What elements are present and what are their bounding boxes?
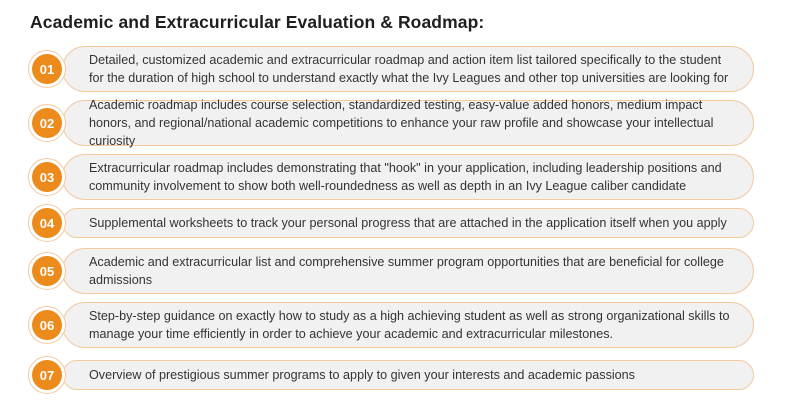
- list-item: [28, 248, 754, 294]
- section-title: Academic and Extracurricular Evaluation & Roadmap:: [30, 12, 485, 32]
- list-item: [28, 46, 754, 92]
- item-number: 03: [32, 162, 62, 192]
- number-badge: [28, 306, 66, 344]
- item-pill: [62, 100, 754, 146]
- item-pill: [62, 302, 754, 348]
- item-number: 02: [32, 108, 62, 138]
- number-badge: [28, 158, 66, 196]
- item-pill: [62, 208, 754, 238]
- item-text: Step-by-step guidance on exactly how to study as a high achieving student as well as strong organizational skills to manage your time efficiently in order to achieve your academic and extracurricular milestones.: [89, 309, 730, 341]
- item-pill: [62, 360, 754, 390]
- item-pill: [62, 46, 754, 92]
- item-number: 01: [32, 54, 62, 84]
- list-item: [28, 302, 754, 348]
- list-item: [28, 360, 754, 390]
- item-pill: [62, 154, 754, 200]
- item-text: Academic and extracurricular list and comprehensive summer program opportunities that are beneficial for college admissions: [89, 255, 724, 287]
- number-badge: [28, 356, 66, 394]
- number-badge: [28, 104, 66, 142]
- item-text: Supplemental worksheets to track your personal progress that are attached in the application itself when you apply: [89, 216, 727, 230]
- list-item: [28, 208, 754, 238]
- list-item: [28, 100, 754, 146]
- item-number: 05: [32, 256, 62, 286]
- item-text: Detailed, customized academic and extracurricular roadmap and action item list tailored specifically to the student for the duration of high school to understand exactly what the Ivy Leagues and other top universities are looking for: [89, 53, 729, 85]
- item-text: Extracurricular roadmap includes demonstrating that "hook" in your application, including leadership positions and community involvement to show both well-roundedness as well as depth in an Ivy League caliber candidate: [89, 161, 722, 193]
- number-badge: [28, 252, 66, 290]
- item-pill: [62, 248, 754, 294]
- number-badge: [28, 50, 66, 88]
- item-text: Overview of prestigious summer programs to apply to given your interests and academic passions: [89, 368, 635, 382]
- item-text: Academic roadmap includes course selection, standardized testing, easy-value added honors, medium impact honors, and regional/national academic competitions to enhance your raw profile and showcase your intellectual curiosity: [89, 98, 714, 148]
- number-badge: [28, 204, 66, 242]
- item-number: 07: [32, 360, 62, 390]
- list-item: [28, 154, 754, 200]
- item-number: 04: [32, 208, 62, 238]
- item-number: 06: [32, 310, 62, 340]
